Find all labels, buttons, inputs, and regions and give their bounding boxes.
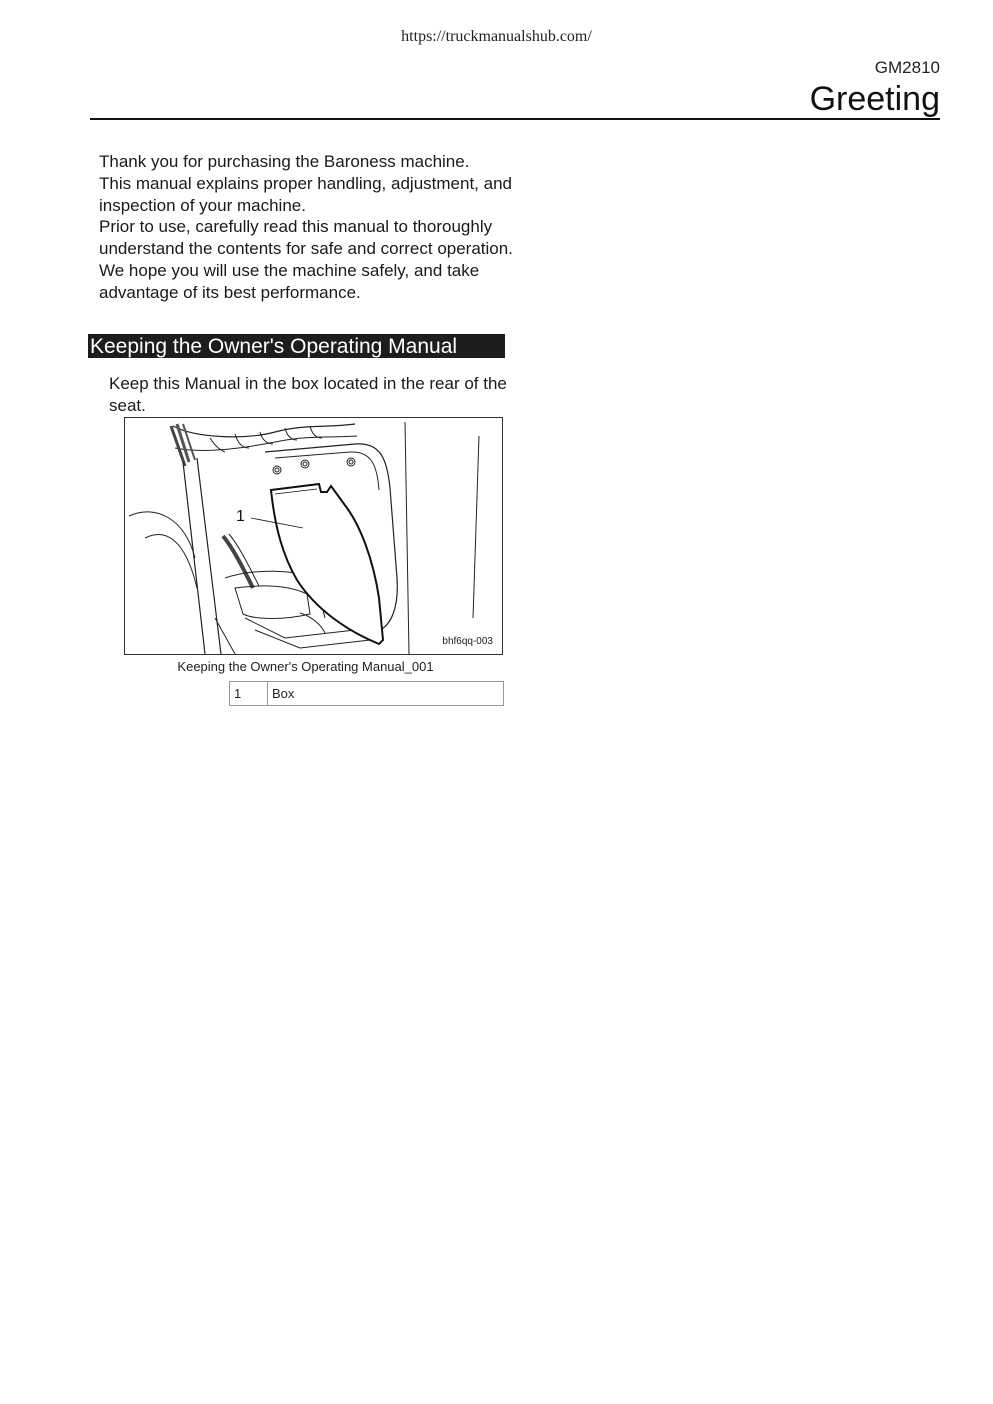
manual-box-figure [124, 417, 503, 655]
title-rule [90, 118, 940, 120]
seat-box-illustration [125, 418, 503, 655]
intro-paragraph-1: Thank you for purchasing the Baroness machine. [99, 152, 470, 171]
legend-label: Box [268, 682, 504, 706]
callout-legend-table [229, 681, 504, 706]
section-heading: Keeping the Owner's Operating Manual [88, 334, 505, 358]
intro-paragraph-3: Prior to use, carefully read this manual to thoroughly understand the contents for safe and correct operation. [99, 217, 513, 259]
legend-number: 1 [230, 682, 268, 706]
figure-code: bhf6qq-003 [442, 636, 493, 647]
callout-number: 1 [236, 508, 245, 525]
page-title: Greeting [809, 80, 940, 118]
intro-paragraph-2: This manual explains proper handling, adjustment, and inspection of your machine. [99, 173, 512, 215]
intro-text [99, 151, 519, 304]
intro-paragraph-4: We hope you will use the machine safely, and take advantage of its best performance. [99, 260, 480, 302]
figure-caption: Keeping the Owner's Operating Manual_001 [177, 659, 434, 674]
source-url: https://truckmanualshub.com/ [401, 28, 592, 45]
table-row [230, 682, 504, 706]
document-code: GM2810 [874, 58, 940, 77]
section-text [109, 373, 509, 417]
section-paragraph: Keep this Manual in the box located in the rear of the seat. [109, 374, 507, 415]
